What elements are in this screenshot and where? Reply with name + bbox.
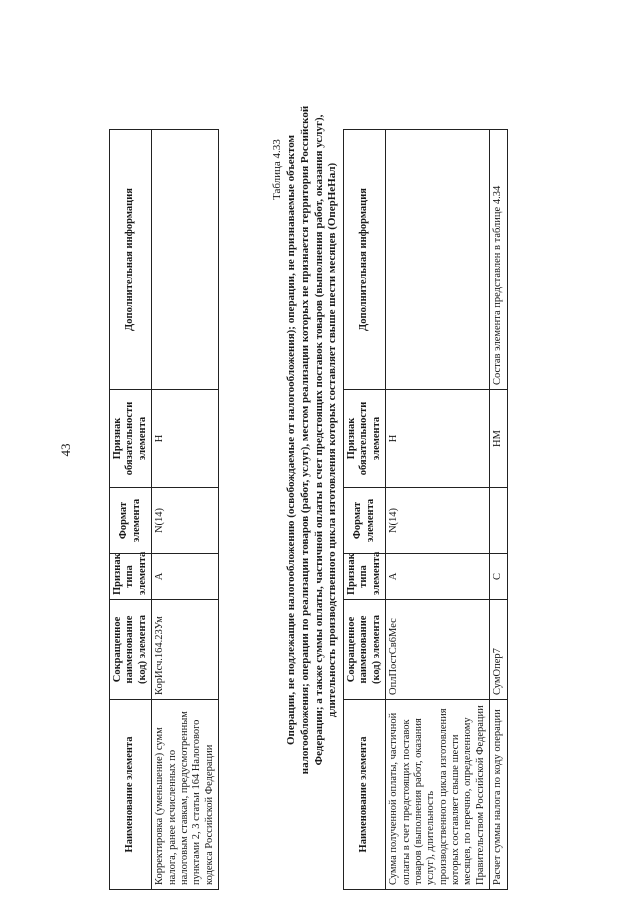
- table-cell: А: [386, 554, 490, 600]
- table-cell: А: [152, 554, 219, 600]
- table-cell: Состав элемента представлен в таблице 4.34: [490, 130, 507, 390]
- header-cell: Признак типа элемента: [344, 554, 386, 600]
- table-cell: ОплПостСв6Мес: [386, 600, 490, 700]
- table-cell: Корректировка (уменьшение) сумм налога, ранее исчисленных по налоговым ставкам, предусмотренным пунктами 2, 3 статьи 164 Налогового кодекса Российской Федерации: [152, 700, 219, 890]
- table-title: Операции, не подлежащие налогообложению (освобождаемые от налогообложения); операции, не признаваемые объектом налогообложения; операции по реализации товаров (работ, услуг), местом реализации которых не признается территория Российской Федерации; а также суммы оплаты, частичной оплаты в счет предстоящих поставок товаров (выполнения работ, оказания услуг), длительность производственного цикла изготовления которых составляет свыше шести месяцев (ОперНеНал): [285, 105, 339, 775]
- table-cell: Сумма полученной оплаты, частичной оплаты в счет предстоящих поставок товаров (выполнения работ, оказания услуг), длительность производственного цикла изготовления которых составляет свыше шести месяцев, по перечню, определенному Правительством Российской Федерации: [386, 700, 490, 890]
- table-row: [490, 130, 507, 890]
- header-cell: Признак типа элемента: [110, 554, 152, 600]
- header-cell: Наименование элемента: [110, 700, 152, 890]
- table-header-row: [110, 130, 152, 890]
- page-number: 43: [58, 443, 73, 457]
- table-row: [386, 130, 490, 890]
- table-number: Таблица 4.33: [271, 139, 283, 200]
- table-cell: [386, 130, 490, 390]
- header-cell: Формат элемента: [110, 488, 152, 554]
- header-cell: Формат элемента: [344, 488, 386, 554]
- table-cell: Н: [152, 390, 219, 488]
- table-top: [109, 129, 219, 890]
- table-cell: [490, 488, 507, 554]
- header-cell: Сокращенное наименование (код) элемента: [110, 600, 152, 700]
- rotated-content: [95, 0, 640, 900]
- header-cell: Сокращенное наименование (код) элемента: [344, 600, 386, 700]
- table-header-row: [344, 130, 386, 890]
- table-cell: КорИсч.164.23Ум: [152, 600, 219, 700]
- table-cell: СумОпер7: [490, 600, 507, 700]
- table-cell: [152, 130, 219, 390]
- header-cell: Наименование элемента: [344, 700, 386, 890]
- table-row: [152, 130, 219, 890]
- table-cell: N(14): [152, 488, 219, 554]
- table-cell: С: [490, 554, 507, 600]
- header-cell: Признак обязательности элемента: [344, 390, 386, 488]
- header-cell: Дополнительная информация: [110, 130, 152, 390]
- table-cell: Расчет суммы налога по коду операции: [490, 700, 507, 890]
- table-cell: N(14): [386, 488, 490, 554]
- table-cell: НМ: [490, 390, 507, 488]
- table-cell: Н: [386, 390, 490, 488]
- header-cell: Дополнительная информация: [344, 130, 386, 390]
- table-main: [343, 129, 508, 890]
- header-cell: Признак обязательности элемента: [110, 390, 152, 488]
